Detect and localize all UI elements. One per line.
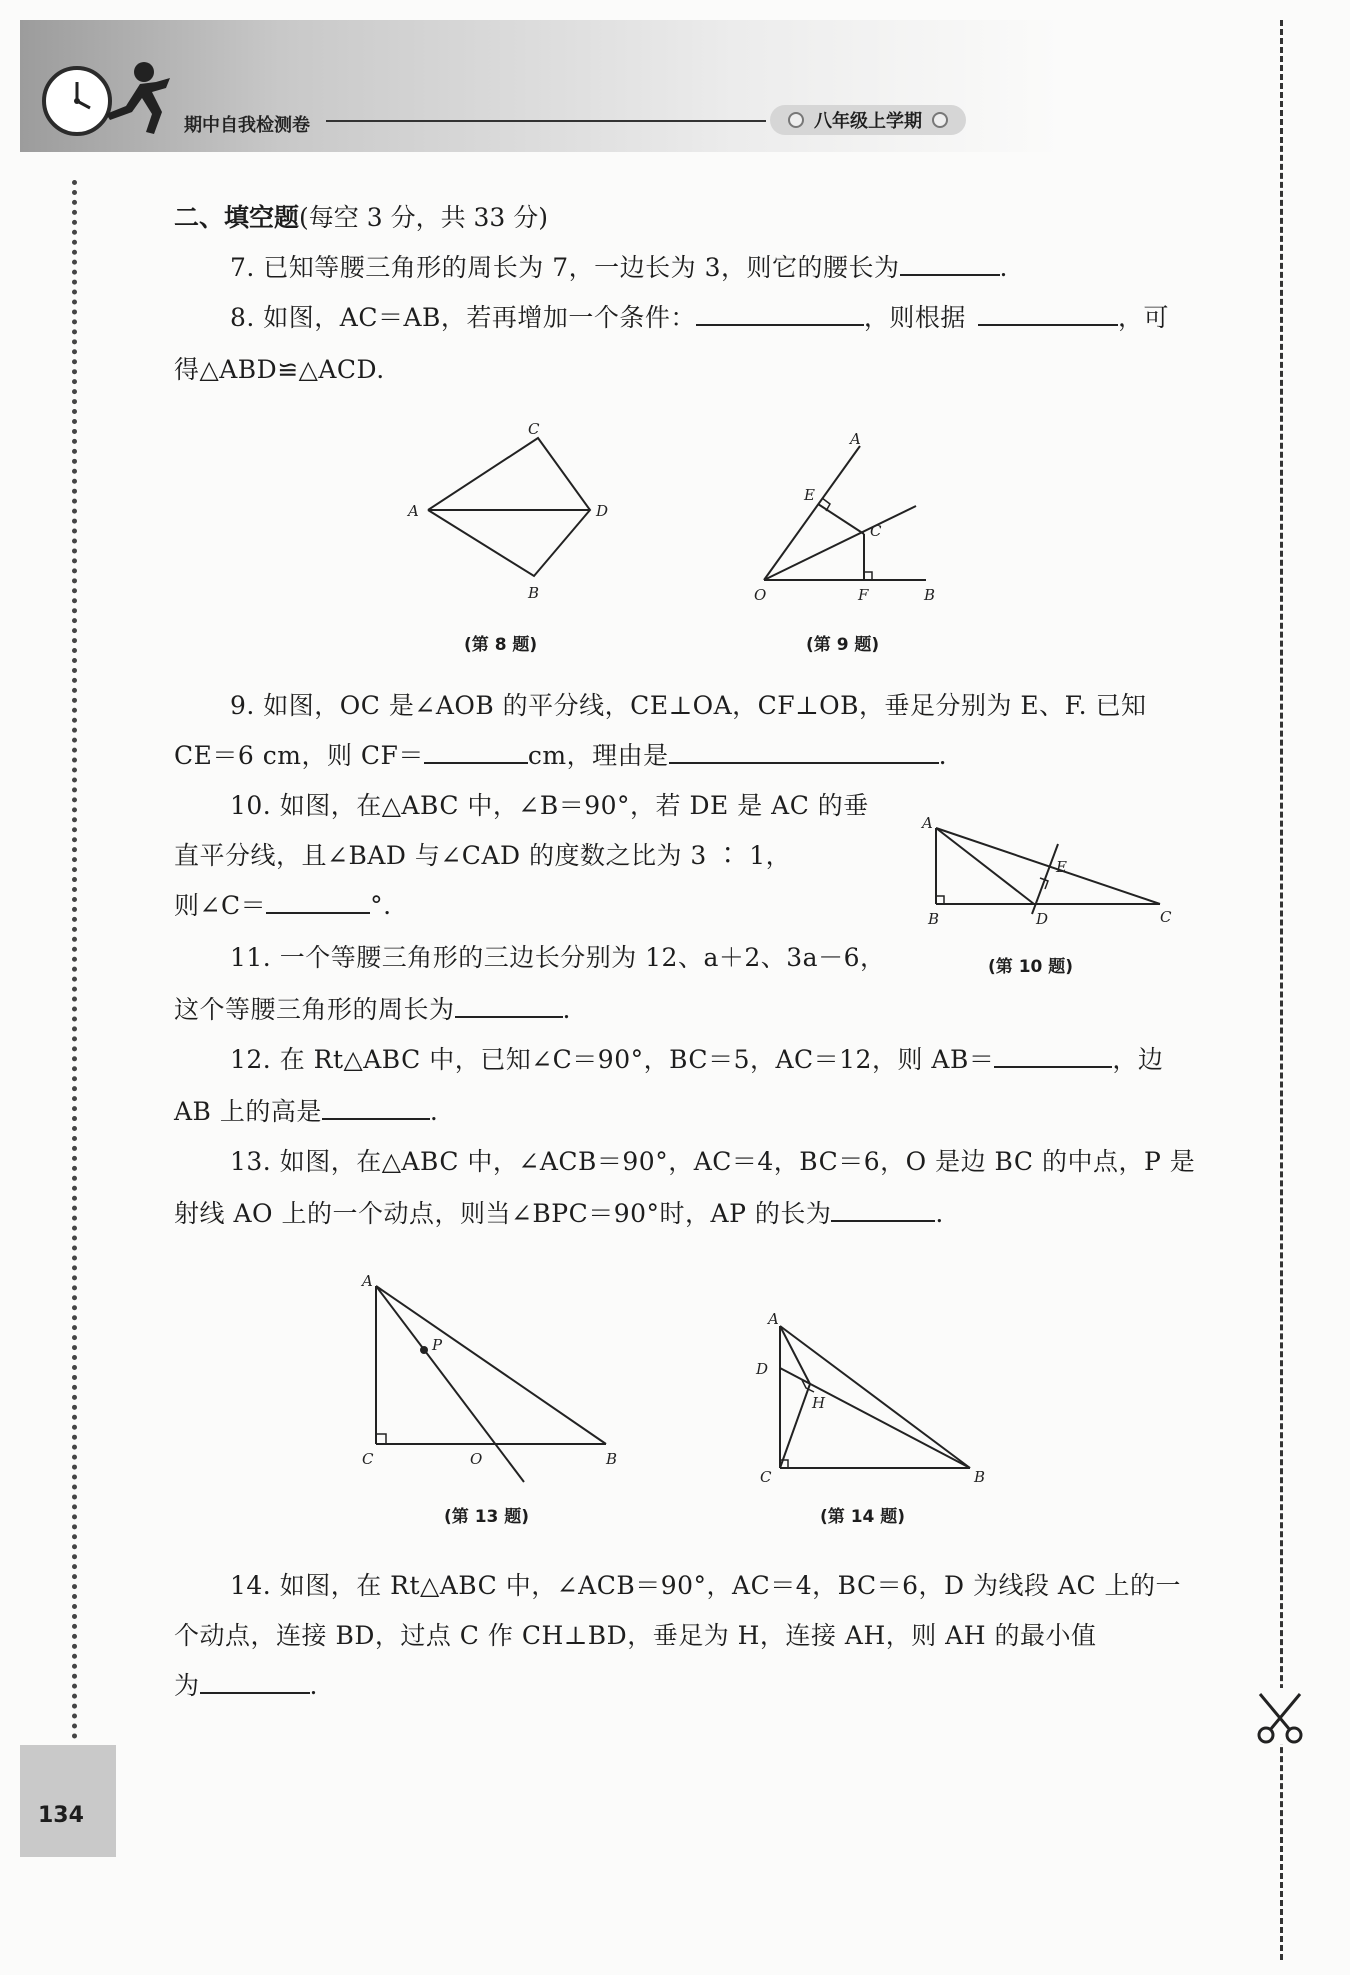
- question-13-cont: [174, 1194, 1174, 1230]
- q10-text-a: 10. 如图，在△ABC 中，∠B＝90°，若 DE 是 AC 的垂: [230, 791, 869, 820]
- q7-blank[interactable]: [900, 250, 1000, 276]
- q10-text-c: 则∠C＝: [174, 891, 267, 920]
- q10-blank[interactable]: [266, 888, 370, 914]
- figure-9-caption: (第 9 题): [806, 635, 880, 655]
- question-11-cont: [174, 990, 894, 1026]
- f13-label-a: A: [362, 1272, 373, 1290]
- q12-blank-1[interactable]: [994, 1042, 1112, 1068]
- question-10-cont-1: [174, 836, 894, 872]
- q12-blank-2[interactable]: [322, 1094, 430, 1120]
- section-note: (每空 3 分，共 33 分): [299, 203, 549, 232]
- f9-label-f: F: [858, 586, 869, 604]
- section-heading: 二、填空题: [174, 203, 300, 232]
- question-12-cont: [174, 1092, 1174, 1128]
- question-14: [230, 1566, 1230, 1602]
- f13-label-o: O: [470, 1450, 483, 1468]
- question-10: [230, 786, 910, 822]
- question-11: [230, 938, 910, 974]
- question-13: [230, 1142, 1230, 1178]
- figure-14-caption: (第 14 题): [820, 1507, 906, 1527]
- q13-text-a: 13. 如图，在△ABC 中，∠ACB＝90°，AC＝4，BC＝6，O 是边 BC 的中点，P 是: [230, 1147, 1196, 1176]
- figure-13: [352, 1266, 632, 1486]
- header-rule: [326, 120, 766, 122]
- badge-dot-left: [788, 112, 804, 128]
- q9-blank-1[interactable]: [424, 738, 528, 764]
- figure-13-caption: (第 13 题): [444, 1507, 530, 1527]
- q12-text-d: .: [429, 1097, 439, 1126]
- q11-text-c: .: [562, 995, 571, 1024]
- figure-9: [740, 430, 960, 610]
- q8-text-c: ，可: [1117, 303, 1169, 332]
- figure-10-caption: (第 10 题): [988, 957, 1074, 977]
- f8-label-c: C: [528, 420, 540, 438]
- badge-dot-right: [932, 112, 948, 128]
- f8-label-b: B: [528, 584, 540, 602]
- page-number: 134: [38, 1803, 84, 1828]
- question-9: [230, 686, 1230, 722]
- f14-label-a: A: [768, 1310, 779, 1328]
- q8-text-a: 8. 如图，AC＝AB，若再增加一个条件：: [230, 303, 696, 332]
- q14-blank[interactable]: [200, 1668, 310, 1694]
- question-10-cont-2: [174, 886, 894, 922]
- f14-label-b: B: [974, 1468, 986, 1486]
- question-8-cont: [174, 350, 1174, 386]
- q12-text-b: ，边: [1112, 1045, 1164, 1074]
- q12-text-a: 12. 在 Rt△ABC 中，已知∠C＝90°，BC＝5，AC＝12，则 AB＝: [230, 1045, 995, 1074]
- figure-8: [400, 418, 620, 608]
- q7-text: 7. 已知等腰三角形的周长为 7，一边长为 3，则它的腰长为: [230, 253, 900, 282]
- q8-blank-2[interactable]: [978, 300, 1118, 326]
- section-title: [174, 198, 548, 234]
- figure-10: [914, 812, 1174, 932]
- q14-text-d: .: [309, 1671, 318, 1700]
- q8-blank-1[interactable]: [696, 300, 864, 326]
- q9-blank-2[interactable]: [669, 738, 939, 764]
- q11-blank[interactable]: [455, 992, 563, 1018]
- f9-label-e: E: [804, 486, 815, 504]
- f8-label-a: A: [408, 502, 419, 520]
- q8-text-b: ，则根据: [863, 303, 966, 332]
- binding-dotted-line: [72, 180, 77, 1740]
- q14-text-a: 14. 如图，在 Rt△ABC 中，∠ACB＝90°，AC＝4，BC＝6，D 为线段 AC 上的一: [230, 1571, 1182, 1600]
- f10-label-b: B: [928, 910, 940, 928]
- q10-text-d: °.: [370, 891, 392, 920]
- f14-label-d: D: [756, 1360, 769, 1378]
- f14-label-h: H: [812, 1394, 826, 1412]
- q9-text-d: .: [938, 741, 948, 770]
- q9-text-c: cm，理由是: [527, 741, 669, 770]
- q13-text-b: 射线 AO 上的一个动点，则当∠BPC＝90°时，AP 的长为: [174, 1199, 832, 1228]
- grade-badge: [770, 105, 966, 135]
- figure-8-caption: (第 8 题): [464, 635, 538, 655]
- question-8: [230, 298, 1230, 334]
- q7-end: .: [999, 253, 1008, 282]
- f14-label-c: C: [760, 1468, 772, 1486]
- question-14-cont-2: [174, 1666, 1174, 1702]
- f8-label-d: D: [596, 502, 609, 520]
- runner-logo-icon: [96, 58, 176, 136]
- question-7: [230, 248, 1230, 284]
- f13-label-b: B: [606, 1450, 618, 1468]
- grade-label: 八年级上学期: [814, 111, 922, 132]
- q14-text-c: 为: [174, 1671, 200, 1700]
- q9-text-a: 9. 如图，OC 是∠AOB 的平分线，CE⊥OA，CF⊥OB，垂足分别为 E、F. 已知: [230, 691, 1147, 720]
- f9-label-a: A: [850, 430, 861, 448]
- f9-label-o: O: [754, 586, 767, 604]
- q13-text-c: .: [935, 1199, 944, 1228]
- q9-text-b: CE＝6 cm，则 CF＝: [174, 741, 424, 770]
- q8-text-d: 得△ABD≌△ACD.: [174, 355, 385, 384]
- f9-label-b: B: [924, 586, 936, 604]
- f10-label-e: E: [1056, 858, 1067, 876]
- question-9-cont: [174, 736, 1174, 772]
- q10-text-b: 直平分线，且∠BAD 与∠CAD 的度数之比为 3 ∶ 1，: [174, 841, 792, 870]
- q14-text-b: 个动点，连接 BD，过点 C 作 CH⊥BD，垂足为 H，连接 AH，则 AH 的最小值: [174, 1621, 1097, 1650]
- header-title: 期中自我检测卷: [184, 115, 310, 136]
- q11-text-b: 这个等腰三角形的周长为: [174, 995, 455, 1024]
- scissors-icon: [1252, 1688, 1308, 1744]
- question-12: [230, 1040, 1230, 1076]
- figure-14: [752, 1310, 1002, 1490]
- q11-text-a: 11. 一个等腰三角形的三边长分别为 12、a＋2、3a－6，: [230, 943, 886, 972]
- f9-label-c: C: [870, 522, 882, 540]
- f13-label-c: C: [362, 1450, 374, 1468]
- f10-label-a: A: [922, 814, 933, 832]
- cut-dashed-line: [1280, 20, 1283, 1960]
- f13-label-p: P: [432, 1336, 443, 1354]
- page-tab: [20, 1745, 116, 1857]
- q13-blank[interactable]: [831, 1196, 935, 1222]
- f10-label-c: C: [1160, 908, 1172, 926]
- f10-label-d: D: [1036, 910, 1049, 928]
- question-14-cont-1: [174, 1616, 1174, 1652]
- q12-text-c: AB 上的高是: [174, 1097, 322, 1126]
